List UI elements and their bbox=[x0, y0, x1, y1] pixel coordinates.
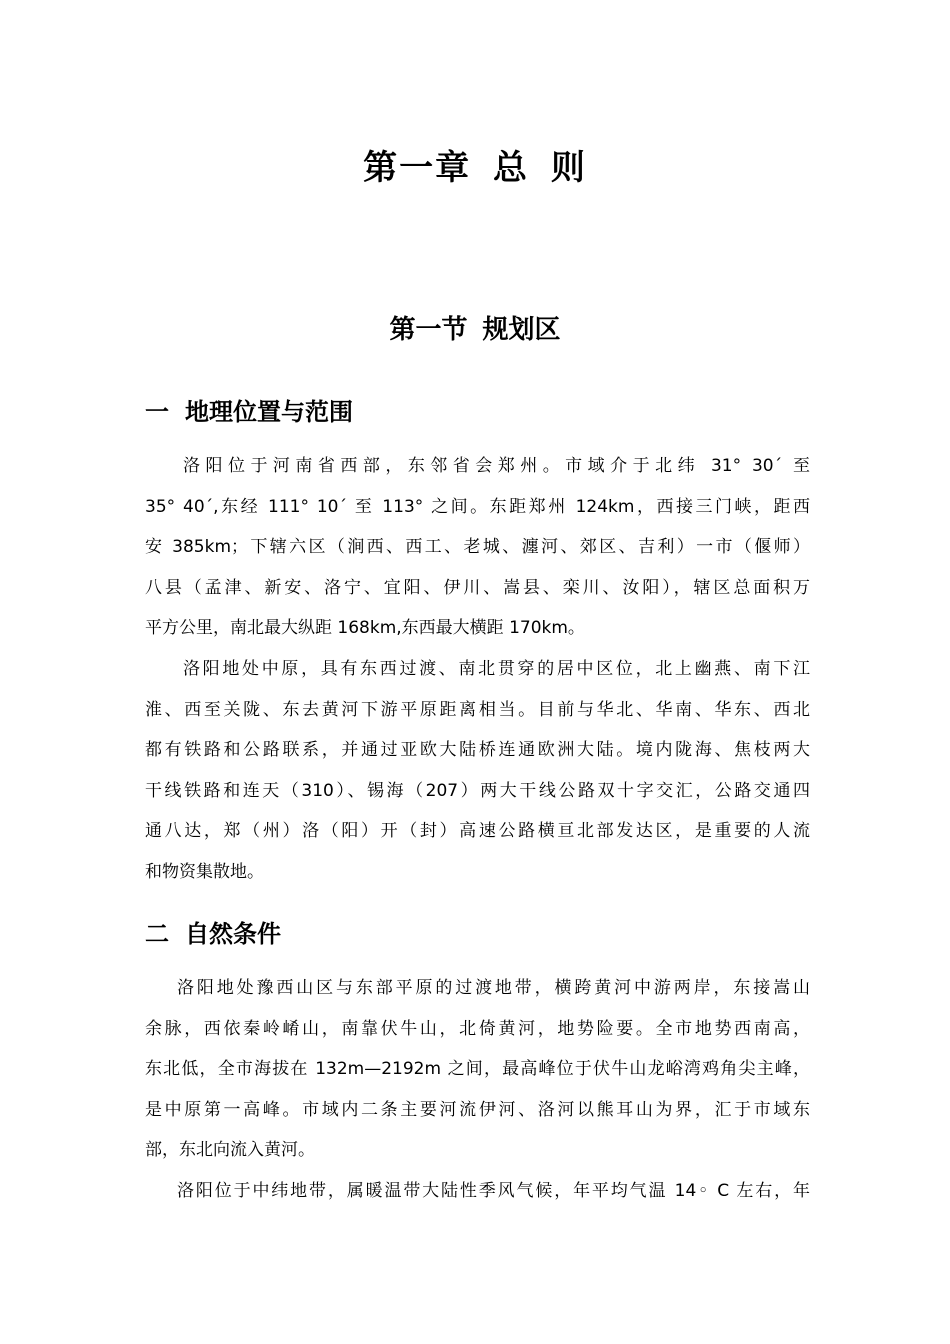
subsection-title: 地理位置与范围 bbox=[185, 398, 353, 426]
text-line: 干线铁路和连天（310）、锡海（207）两大干线公路双十字交汇，公路交通四 bbox=[145, 780, 810, 801]
subsection-title: 自然条件 bbox=[185, 920, 281, 948]
text-line: 淮、西至关陇、东去黄河下游平原距离相当。目前与华北、华南、华东、西北 bbox=[145, 699, 810, 720]
text-line: 部，东北向流入黄河。 bbox=[145, 1140, 315, 1161]
text-line: 洛阳位于河南省西部，东邻省会郑州。市域介于北纬 31° 30´ 至 bbox=[183, 456, 810, 476]
text-line: 和物资集散地。 bbox=[145, 861, 264, 882]
text-line: 洛阳地处中原，具有东西过渡、南北贯穿的居中区位，北上幽燕、南下江 bbox=[183, 658, 810, 679]
text-line: 35° 40´,东经 111° 10´ 至 113° 之间。东距郑州 124km，西接三门峡，距西 bbox=[145, 496, 810, 517]
chapter-title: 第一章 总 则 bbox=[363, 148, 587, 188]
subsection-heading-location bbox=[145, 394, 353, 430]
subsection-number: 二 bbox=[145, 920, 169, 948]
text-line: 洛阳地处豫西山区与东部平原的过渡地带，横跨黄河中游两岸，东接嵩山 bbox=[177, 978, 810, 998]
text-line: 余脉，西依秦岭崤山，南靠伏牛山，北倚黄河，地势险要。全市地势西南高， bbox=[145, 1018, 810, 1039]
text-line: 通八达，郑（州）洛（阳）开（封）高速公路横亘北部发达区，是重要的人流 bbox=[145, 821, 810, 842]
subsection-heading-natural-conditions bbox=[145, 916, 281, 952]
text-line: 东北低，全市海拔在 132m—2192m 之间，最高峰位于伏牛山龙峪湾鸡角尖主峰， bbox=[145, 1059, 810, 1080]
subsection-number: 一 bbox=[145, 398, 169, 426]
text-line: 八县（孟津、新安、洛宁、宜阳、伊川、嵩县、栾川、汝阳），辖区总面积万 bbox=[145, 577, 810, 598]
natural-conditions-paragraphs bbox=[145, 968, 810, 1212]
text-line: 平方公里，南北最大纵距 168km,东西最大横距 170km。 bbox=[145, 618, 585, 639]
text-line: 安 385km；下辖六区（涧西、西工、老城、瀍河、郊区、吉利）一市（偃师） bbox=[145, 537, 810, 558]
text-line: 都有铁路和公路联系，并通过亚欧大陆桥连通欧洲大陆。境内陇海、焦枝两大 bbox=[145, 740, 810, 761]
location-paragraphs bbox=[145, 446, 810, 893]
text-line: 洛阳位于中纬地带，属暖温带大陆性季风气候，年平均气温 14◦ C 左右，年 bbox=[177, 1180, 810, 1201]
section-title: 第一节 规划区 bbox=[389, 315, 561, 345]
text-line: 是中原第一高峰。市域内二条主要河流伊河、洛河以熊耳山为界，汇于市域东 bbox=[145, 1099, 810, 1120]
